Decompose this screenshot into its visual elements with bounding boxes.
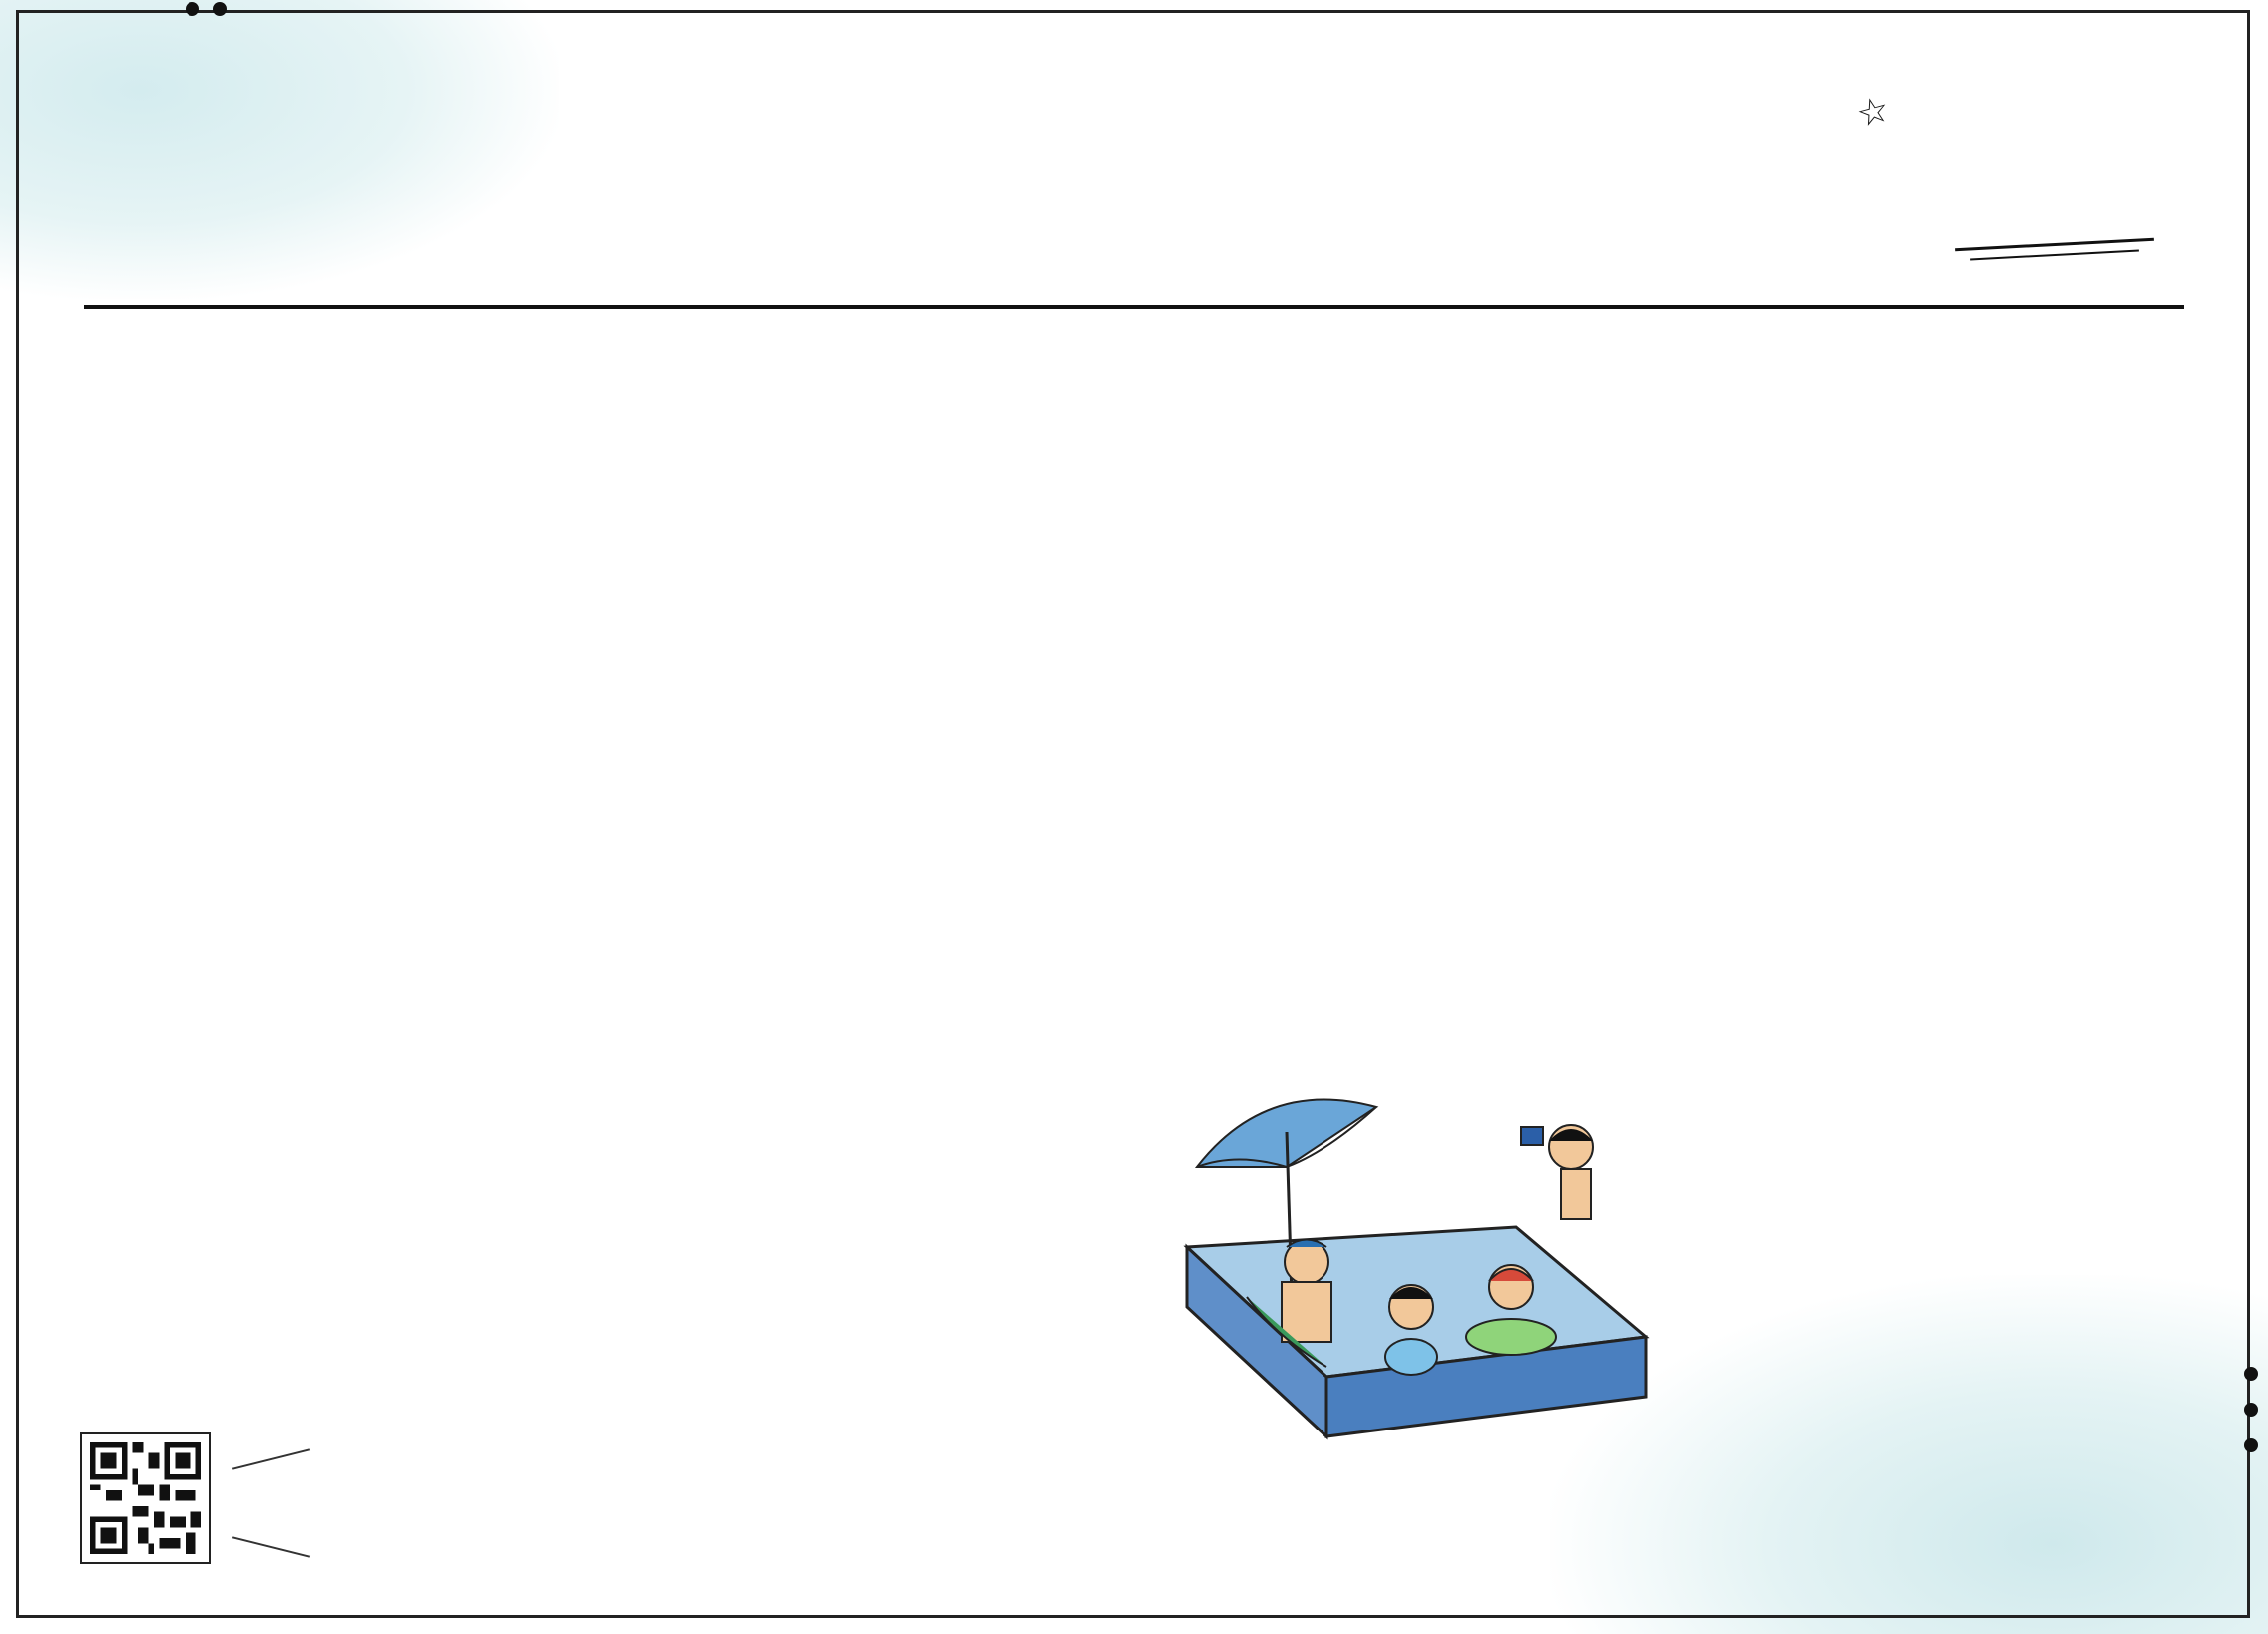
decor-dots-right — [2244, 1367, 2258, 1452]
star-doodle-icon: ☆ — [1852, 88, 1895, 137]
article-body-top — [84, 351, 2088, 950]
pool-illustration — [1177, 1037, 1656, 1446]
article-body-bottom-right — [1604, 996, 2082, 1584]
header-divider — [84, 305, 2184, 309]
series-title — [419, 130, 493, 134]
author-profile — [84, 1008, 483, 1065]
decor-dots-top — [186, 2, 227, 16]
qr-code-icon[interactable] — [80, 1432, 211, 1564]
